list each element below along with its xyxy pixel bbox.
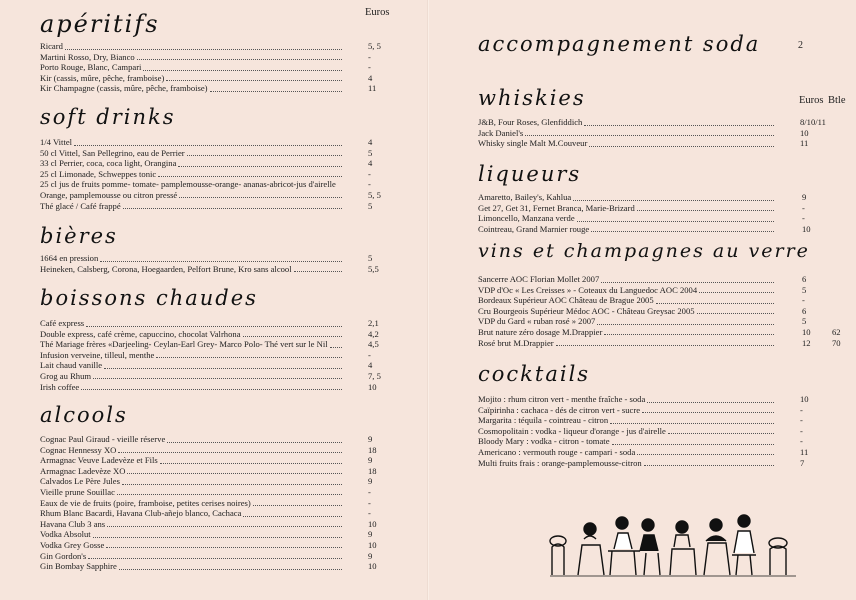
dot-leader (668, 433, 774, 434)
menu-item-price: 5, 5 (368, 189, 381, 200)
menu-item-name: 33 cl Perrier, coca, coca light, Orangina (40, 158, 177, 169)
menu-item-price: - (800, 404, 803, 415)
menu-item-name: Eaux de vie de fruits (poire, framboise, petites cerises noires) (40, 497, 251, 508)
dot-leader (556, 345, 774, 346)
menu-item-price: - (802, 213, 805, 224)
whiskies-bottle-header: Btle (828, 95, 846, 106)
dot-leader (637, 454, 774, 455)
menu-item-name: VDP d'Oc « Les Creisses » - Coteaux du Languedoc AOC 2004 (478, 284, 698, 295)
dot-leader (137, 59, 342, 60)
menu-item-price: 5,5 (368, 263, 379, 274)
dot-leader (122, 484, 342, 485)
menu-item-name: Kir (cassis, mûre, pêche, framboise) (40, 72, 165, 83)
dot-leader (86, 326, 342, 327)
dot-leader (166, 80, 342, 81)
dot-leader (584, 125, 774, 126)
dot-leader (156, 357, 342, 358)
menu-item-name: Armagnac Veuve Ladevèze et Fils (40, 455, 158, 466)
menu-item-name: 1/4 Vittel (40, 137, 73, 147)
dot-leader (143, 70, 342, 71)
menu-item-name: Brut nature zéro dosage M.Drappier (478, 326, 603, 337)
menu-item-price: - (368, 168, 371, 179)
menu-item-name: Cognac Paul Giraud - vieille réserve (40, 434, 166, 444)
menu-item-price: 7 (800, 457, 805, 468)
menu-item-name: Irish coffee (40, 381, 80, 392)
menu-item-name: Gin Gordon's (40, 550, 87, 561)
menu-item-price: - (368, 62, 371, 73)
section-heading-bieres: bières (40, 224, 118, 248)
section-heading-vins-champagnes: vins et champagnes au verre (478, 240, 810, 262)
menu-item-price: - (800, 425, 803, 436)
dot-leader (591, 231, 774, 232)
menu-item-price: 5 (802, 284, 807, 295)
dot-leader (160, 463, 342, 464)
menu-item-name: Thé glacé / Café frappé (40, 200, 121, 211)
section-heading-soft-drinks: soft drinks (40, 105, 176, 129)
dot-leader (106, 547, 342, 548)
menu-item-name: Armagnac Ladevèze XO (40, 465, 126, 476)
dot-leader (93, 378, 342, 379)
menu-item-name: Mojito : rhum citron vert - menthe fraîche - soda (478, 394, 646, 404)
dot-leader (589, 146, 774, 147)
menu-item-price: 9 (368, 455, 373, 466)
menu-item-price: 10 (368, 561, 377, 572)
menu-item-name: Vodka Absolut (40, 529, 91, 540)
menu-item-name: Kir Champagne (cassis, mûre, pêche, framboise) (40, 83, 208, 94)
menu-item-price: 4,5 (368, 339, 379, 350)
dot-leader (610, 423, 774, 424)
menu-item-name: Margarita : téquila - cointreau - citron (478, 415, 609, 426)
menu-item-price: 10 (800, 394, 809, 404)
dot-leader (93, 537, 342, 538)
dot-leader (119, 569, 342, 570)
menu-item-price: - (368, 497, 371, 508)
menu-item-name: Whisky single Malt M.Couveur (478, 138, 588, 149)
dot-leader (123, 208, 342, 209)
dot-leader (637, 210, 774, 211)
menu-item-price: 11 (368, 83, 377, 94)
section-heading-liqueurs: liqueurs (478, 162, 582, 186)
menu-item-price: 7, 5 (368, 370, 381, 381)
dot-leader (597, 324, 774, 325)
menu-item-name: Cognac Hennessy XO (40, 444, 117, 455)
menu-item-name: Martini Rosso, Dry, Bianco (40, 51, 135, 62)
menu-item-name: Rhum Blanc Bacardi, Havana Club-añejo blanco, Cachaca (40, 508, 242, 519)
menu-item-name: VDP du Gard « ruban rosé » 2007 (478, 316, 596, 327)
dot-leader (642, 412, 774, 413)
menu-item-name: Calvados Le Père Jules (40, 476, 120, 487)
menu-item-price: 4 (368, 360, 373, 371)
dot-leader (210, 91, 342, 92)
menu-item-price: - (368, 51, 371, 62)
section-heading-alcools: alcools (40, 403, 128, 427)
menu-item-name: Bloody Mary : vodka - citron - tomate (478, 436, 610, 447)
dot-leader (699, 292, 774, 293)
dot-leader (573, 200, 774, 201)
menu-item-price: 12 (802, 337, 811, 348)
menu-item-name: Café express (40, 318, 85, 328)
menu-item-price: - (368, 349, 371, 360)
menu-item-name: Porto Rouge, Blanc, Campari (40, 62, 142, 73)
dot-leader (167, 442, 342, 443)
dot-leader (158, 176, 342, 177)
menu-item-price: 18 (368, 444, 377, 455)
menu-item-price: - (802, 202, 805, 213)
dot-leader (243, 336, 342, 337)
menu-item-name: Bordeaux Supérieur AOC Château de Brague 2005 (478, 295, 654, 306)
menu-item-price: 10 (802, 326, 811, 337)
menu-item-name: Lait chaud vanille (40, 360, 103, 371)
dot-leader (601, 282, 774, 283)
menu-item-name: Ricard (40, 41, 63, 51)
menu-item-price: 5 (802, 316, 807, 327)
menu-item-price: - (368, 179, 371, 190)
section-heading-accompagnement-soda: accompagnement soda (478, 32, 761, 56)
menu-item-name: 25 cl Limonade, Schweppes tonic (40, 168, 157, 179)
dot-leader (88, 558, 342, 559)
menu-item-price: 10 (368, 381, 377, 392)
menu-item-price: - (368, 508, 371, 519)
menu-item-price: 10 (800, 127, 809, 138)
menu-item-price: - (800, 436, 803, 447)
dot-leader (294, 271, 342, 272)
menu-item-name: Sancerre AOC Florian Mollet 2007 (478, 274, 600, 284)
menu-item-name: J&B, Four Roses, Glenfiddich (478, 117, 583, 127)
dot-leader (612, 444, 774, 445)
menu-item-name: Orange, pamplemousse ou citron pressé (40, 189, 178, 200)
menu-item-name: 1664 en pression (40, 253, 99, 263)
menu-item-name: Double express, café crème, capuccino, chocolat Valrhona (40, 328, 241, 339)
menu-item-price: 10 (368, 518, 377, 529)
menu-item-name: Caïpirinha : cachaca - dés de citron vert - sucre (478, 404, 641, 415)
dot-leader (697, 313, 774, 314)
whiskies-euros-header: Euros (799, 95, 824, 106)
menu-item-name: Cosmopolitain : vodka - liqueur d'orange - jus d'airelle (478, 425, 666, 436)
menu-item-price: 4,2 (368, 328, 379, 339)
dot-leader (81, 389, 342, 390)
menu-item-name: Vieille prune Souillac (40, 486, 115, 497)
dot-leader (74, 145, 342, 146)
dot-leader (656, 303, 774, 304)
dot-leader (127, 473, 342, 474)
dot-leader (178, 166, 342, 167)
menu-item-price: 6 (802, 274, 807, 284)
menu-item-bottle-price: 70 (832, 337, 841, 348)
menu-item-price: 9 (368, 550, 373, 561)
menu-item-price: - (368, 486, 371, 497)
dot-leader (65, 49, 342, 50)
page-number: 2 (798, 40, 803, 51)
dot-leader (604, 334, 774, 335)
menu-item-price: 18 (368, 465, 377, 476)
section-heading-whiskies: whiskies (478, 86, 586, 110)
dot-leader (525, 135, 774, 136)
dot-leader (179, 197, 342, 198)
dot-leader (107, 526, 342, 527)
menu-item-name: Havana Club 3 ans (40, 518, 106, 529)
dot-leader (100, 261, 342, 262)
section-heading-boissons-chaudes: boissons chaudes (40, 286, 258, 310)
section-heading-aperitifs: apéritifs (40, 10, 160, 38)
euros-column-header: Euros (365, 7, 390, 18)
menu-item-name: Get 27, Get 31, Fernet Branca, Marie-Brizard (478, 202, 635, 213)
menu-item-name: Limoncello, Manzana verde (478, 213, 575, 224)
menu-item-name: Cointreau, Grand Marnier rouge (478, 223, 590, 234)
dot-leader (577, 221, 774, 222)
cafe-scene-illustration (548, 505, 798, 577)
menu-item-price: 8/10/11 (800, 117, 826, 127)
section-heading-cocktails: cocktails (478, 362, 591, 386)
dot-leader (118, 452, 342, 453)
menu-item-price: 4 (368, 137, 373, 147)
dot-leader (253, 505, 342, 506)
dot-leader (117, 494, 342, 495)
menu-item-price: 5 (368, 200, 373, 211)
menu-item-price: 5 (368, 147, 373, 158)
dot-leader (104, 368, 342, 369)
menu-item-price: 9 (368, 476, 373, 487)
menu-item-name: Gin Bombay Sapphire (40, 561, 117, 572)
menu-item-name: Jack Daniel's (478, 127, 524, 138)
menu-item-price: 4 (368, 158, 373, 169)
menu-item-name: Americano : vermouth rouge - campari - soda (478, 446, 636, 457)
menu-item-name: Rosé brut M.Drappier (478, 337, 554, 348)
menu-item-price: - (800, 415, 803, 426)
menu-item-name: Amaretto, Bailey's, Kahlua (478, 192, 572, 202)
menu-item-name: 50 cl Vittel, San Pellegrino, eau de Perrier (40, 147, 185, 158)
menu-item-name: Multi fruits frais : orange-pamplemousse-citron (478, 457, 642, 468)
menu-item-price: 9 (368, 529, 373, 540)
menu-item-name: Vodka Grey Gosse (40, 539, 105, 550)
menu-item-bottle-price: 62 (832, 326, 841, 337)
dot-leader (330, 347, 342, 348)
menu-item-price: 11 (800, 138, 809, 149)
menu-item-name: Thé Mariage frères «Darjeeling- Ceylan-Earl Grey- Marco Polo- Thé vert sur le Nil (40, 339, 328, 350)
dot-leader (243, 516, 342, 517)
menu-item-name: Infusion verveine, tilleul, menthe (40, 349, 155, 360)
dot-leader (187, 155, 342, 156)
menu-item-price: 4 (368, 72, 373, 83)
menu-item-price: 10 (802, 223, 811, 234)
menu-item-name: Heineken, Calsberg, Corona, Hoegaarden, Pelfort Brune, Kro sans alcool (40, 263, 292, 274)
menu-item-price: 5 (368, 253, 373, 263)
menu-item-name: 25 cl jus de fruits pomme- tomate- pamplemousse-orange- ananas-abricot-jus d'airelle (40, 179, 336, 190)
menu-item-price: 11 (800, 446, 809, 457)
menu-item-price: 9 (802, 192, 807, 202)
menu-item-price: 2,1 (368, 318, 379, 328)
menu-item-price: 6 (802, 305, 807, 316)
menu-item-name: Grog au Rhum (40, 370, 92, 381)
menu-item-name: Cru Bourgeois Supérieur Médoc AOC - Château Greysac 2005 (478, 305, 695, 316)
menu-item-price: 9 (368, 434, 373, 444)
dot-leader (644, 465, 774, 466)
menu-item-price: 10 (368, 539, 377, 550)
menu-item-price: - (802, 295, 805, 306)
menu-item-price: 5, 5 (368, 41, 381, 51)
dot-leader (647, 402, 774, 403)
